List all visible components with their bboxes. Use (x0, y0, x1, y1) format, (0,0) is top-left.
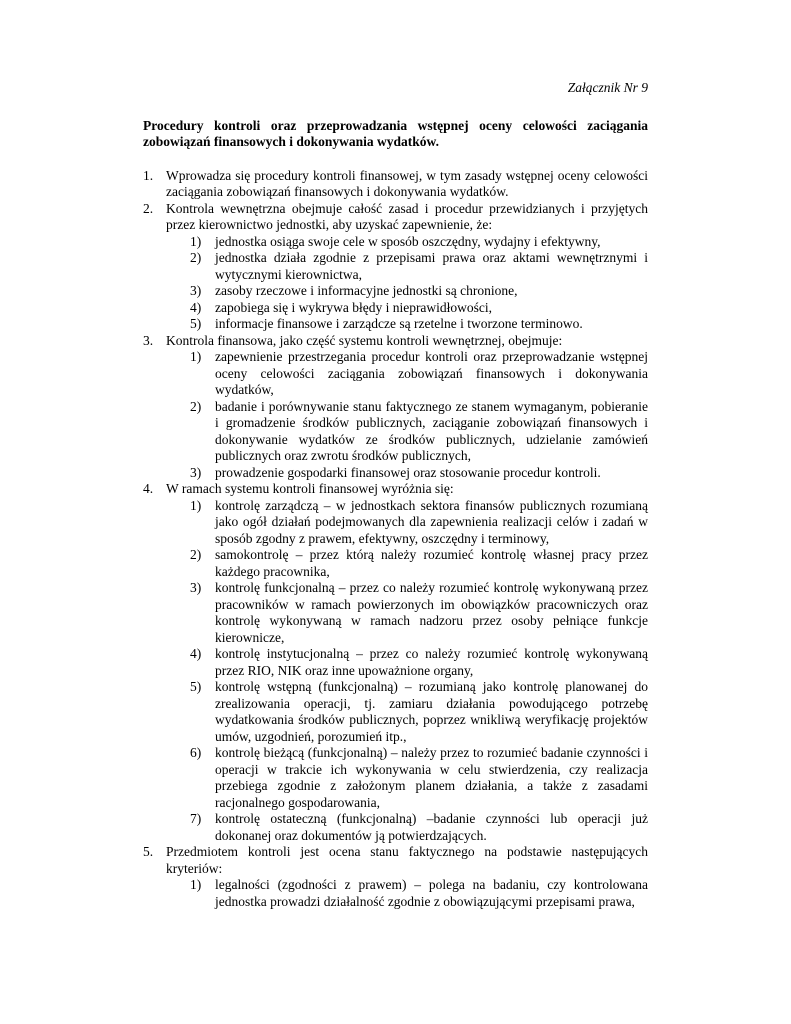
sub-list-item (190, 646, 648, 679)
subitem-number: 4) (190, 646, 202, 661)
sub-list-item (190, 234, 648, 251)
subitem-number: 3) (190, 464, 202, 480)
list-item (143, 844, 648, 910)
sub-list-item (190, 250, 648, 283)
item-text: Kontrola finansowa, jako część systemu kontroli wewnętrznej, obejmuje: (166, 332, 563, 348)
subitem-number: 3) (190, 580, 202, 595)
subitem-text: badanie i porównywanie stanu faktycznego ze stanem wymaganym, pobieranie i gromadzenie środków publicznych, zaciąganie zobowiązań finansowych i dokonywanie wydatków ze środków publicznych, udzielanie zamówień publicznych oraz zwrotu środków publicznych, (215, 398, 648, 463)
sub-list-item (190, 498, 648, 548)
item-number: 3. (143, 332, 154, 348)
item-number: 1. (143, 167, 154, 183)
subitem-text: zapewnienie przestrzegania procedur kontroli oraz przeprowadzanie wstępnej oceny celowości zaciągania zobowiązań finansowych i dokonywania wydatków, (215, 349, 648, 397)
item-number: 5. (143, 844, 154, 859)
subitem-text: kontrolę wstępną (funkcjonalną) – rozumianą jako kontrolę planowanej do zrealizowania operacji, tj. zamiaru działania powodującego potrzebę wydatkowania środków publicznych, poprzez wnikliwą weryfikację projektów umów, uzgodnień, porozumień itp., (215, 679, 648, 744)
item-text: W ramach systemu kontroli finansowej wyróżnia się: (166, 481, 454, 496)
subitem-number: 1) (190, 233, 202, 249)
sub-list-item (190, 399, 648, 465)
sub-list-item (190, 679, 648, 745)
item-body (166, 201, 648, 333)
sub-list-item (190, 300, 648, 317)
item-text: Wprowadza się procedury kontroli finansowej, w tym zasady wstępnej oceny celowości zaciągania zobowiązań finansowych i dokonywania wydatków. (166, 167, 648, 199)
list-item (143, 168, 648, 201)
list-item (143, 201, 648, 333)
subitem-text: kontrolę funkcjonalną – przez co należy rozumieć kontrolę wykonywaną przez pracowników w ramach powierzonych im obowiązków pracowniczych oraz kontrolę wykonywaną w ramach nadzoru przez osoby pełniące funkcje kierownicze, (215, 580, 648, 645)
annex-label: Załącznik Nr 9 (567, 80, 648, 95)
sub-list-item (190, 745, 648, 811)
sub-list-item (190, 877, 648, 910)
list-item (143, 481, 648, 844)
item-text: Kontrola wewnętrzna obejmuje całość zasad i procedur przewidzianych i przyjętych przez kierownictwo jednostki, aby uzyskać zapewnienie, że: (166, 200, 648, 232)
subitem-text: kontrolę ostateczną (funkcjonalną) –badanie czynności lub operacji już dokonanej oraz dokumentów ją potwierdzających. (215, 811, 648, 843)
sub-list-item (190, 316, 648, 333)
subitem-text: legalności (zgodności z prawem) – polega na badaniu, czy kontrolowana jednostka prowadzi działalność zgodnie z obowiązującymi przepisami prawa, (215, 877, 648, 909)
subitem-text: jednostka osiąga swoje cele w sposób oszczędny, wydajny i efektywny, (215, 233, 601, 249)
subitem-text: samokontrolę – przez którą należy rozumieć kontrolę własnej pracy przez każdego pracownika, (215, 547, 648, 579)
subitem-number: 5) (190, 316, 202, 331)
subitem-text: zapobiega się i wykrywa błędy i nieprawidłowości, (215, 299, 493, 315)
subitem-number: 7) (190, 811, 202, 826)
subitem-text: informacje finansowe i zarządcze są rzetelne i tworzone terminowo. (215, 316, 583, 331)
numbered-list (143, 168, 648, 911)
subitem-number: 3) (190, 283, 202, 298)
item-body (166, 333, 648, 482)
subitem-number: 4) (190, 299, 202, 315)
list-item (143, 333, 648, 482)
sub-list-item (190, 349, 648, 399)
subitem-number: 1) (190, 877, 202, 892)
subitem-number: 2) (190, 398, 202, 414)
subitem-number: 2) (190, 547, 202, 562)
item-body (166, 168, 648, 201)
item-body (166, 844, 648, 910)
sub-list-item (190, 547, 648, 580)
subitem-number: 6) (190, 745, 202, 760)
subitem-text: kontrolę zarządczą – w jednostkach sektora finansów publicznych rozumianą jako ogół działań podejmowanych dla zapewnienia realizacji celów i zadań w sposób zgodny z prawem, efektywny, oszczędny i terminowy, (215, 497, 648, 546)
subitem-number: 1) (190, 349, 202, 364)
item-text: Przedmiotem kontroli jest ocena stanu faktycznego na podstawie następujących kryteriów: (166, 844, 648, 876)
subitem-text: zasoby rzeczowe i informacyjne jednostki są chronione, (215, 283, 518, 298)
item-body (166, 481, 648, 844)
subitem-text: prowadzenie gospodarki finansowej oraz stosowanie procedur kontroli. (215, 464, 601, 480)
subitem-number: 1) (190, 497, 202, 513)
sub-list-item (190, 811, 648, 844)
sub-list-item (190, 465, 648, 482)
sub-list-item (190, 580, 648, 646)
item-number: 4. (143, 481, 154, 496)
page-title: Procedury kontroli oraz przeprowadzania wstępnej oceny celowości zaciągania zobowiązań finansowych i dokonywania wydatków. (143, 117, 648, 149)
subitem-text: jednostka działa zgodnie z przepisami prawa oraz aktami wewnętrznymi i wytycznymi kierownictwa, (215, 250, 648, 282)
sub-list-item (190, 283, 648, 300)
subitem-text: kontrolę instytucjonalną – przez co należy rozumieć kontrolę wykonywaną przez RIO, NIK oraz inne upoważnione organy, (215, 646, 648, 678)
subitem-number: 2) (190, 250, 202, 265)
item-number: 2. (143, 200, 154, 216)
subitem-text: kontrolę bieżącą (funkcjonalną) – należy przez to rozumieć badanie czynności i operacji w trakcie ich wykonywania w celu stwierdzenia, czy realizacja przebiega zgodnie z założonym planem działania, a także z zasadami racjonalnego gospodarowania, (215, 745, 648, 810)
subitem-number: 5) (190, 679, 202, 694)
